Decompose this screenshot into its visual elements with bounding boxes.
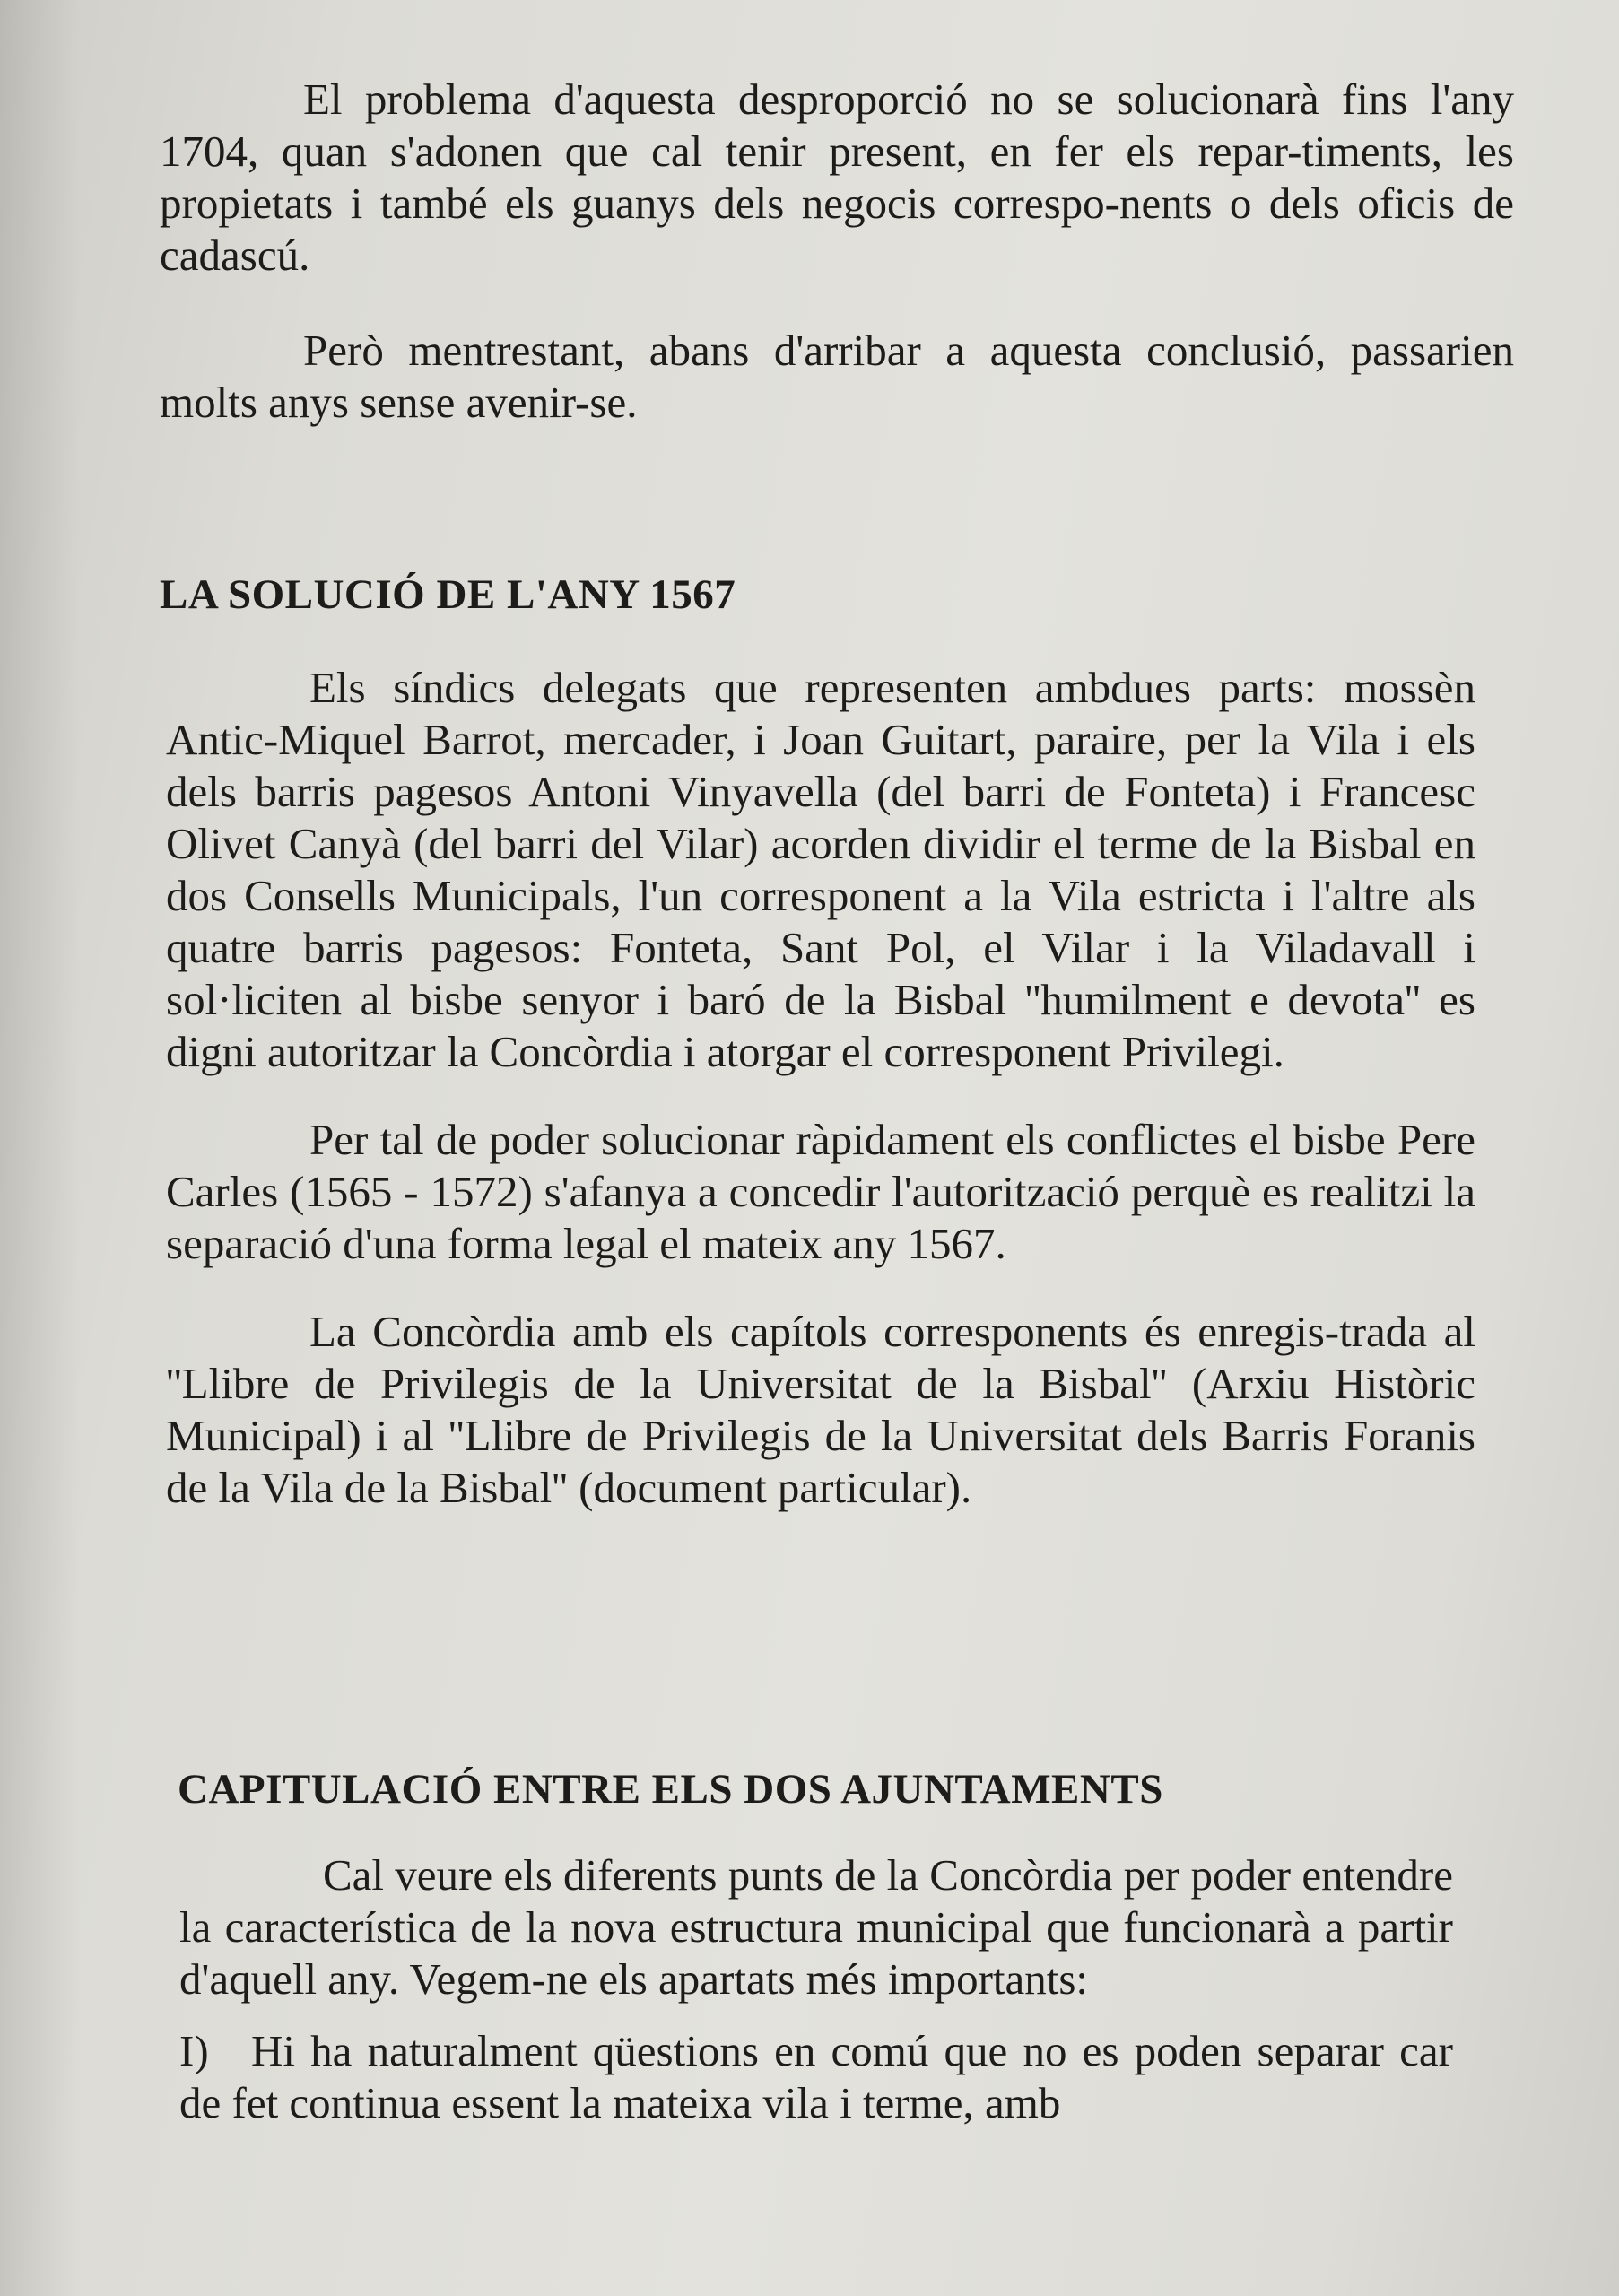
section1-text [166, 662, 1475, 1514]
paragraph: La Concòrdia amb els capítols corresponents és enregis-trada al ''Llibre de Privilegis de la Universitat de la Bisbal'' (Arxiu Històric Municipal) i al ''Llibre de Privilegis de la Universitat dels Barris Foranis de la Vila de la Bisbal'' (document particular). [166, 1307, 1475, 1512]
list-item-text: Hi ha naturalment qüestions en comú que no es poden separar car de fet continua essent la mateixa vila i terme, amb [179, 2026, 1453, 2127]
paragraph: El problema d'aquesta desproporció no se solucionarà fins l'any 1704, quan s'adonen que cal tenir present, en fer els repar-timents, les propietats i també els guanys dels negocis correspo-nents o dels oficis de cadascú. [160, 74, 1514, 280]
intro-text [160, 74, 1514, 429]
paragraph: Per tal de poder solucionar ràpidament els conflictes el bisbe Pere Carles (1565 - 1572) s'afanya a concedir l'autorització perquè es realitzi la separació d'una forma legal el mateix any 1567. [166, 1115, 1475, 1268]
section-heading: LA SOLUCIÓ DE L'ANY 1567 [160, 571, 736, 618]
paragraph: Els síndics delegats que representen ambdues parts: mossèn Antic-Miquel Barrot, mercader, i Joan Guitart, paraire, per la Vila i els dels barris pagesos Antoni Vinyavella (del barri de Fonteta) i Francesc Olivet Canyà (del barri del Vilar) acorden dividir el terme de la Bisbal en dos Consells Municipals, l'un corresponent a la Vila estricta i l'altre als quatre barris pagesos: Fonteta, Sant Pol, el Vilar i la Viladavall i sol·liciten al bisbe senyor i baró de la Bisbal ''humilment e devota'' es digni autoritzar la Concòrdia i atorgar el corresponent Privilegi. [166, 663, 1475, 1076]
paragraph: Però mentrestant, abans d'arribar a aquesta conclusió, passarien molts anys sense avenir-se. [160, 326, 1514, 427]
list-item [179, 2025, 1453, 2129]
paragraph: Cal veure els diferents punts de la Concòrdia per poder entendre la característica de la nova estructura municipal que funcionarà a partir d'aquell any. Vegem-ne els apartats més importants: [179, 1850, 1453, 2004]
section2-text [179, 1849, 1453, 2129]
page-gutter-shadow [0, 0, 81, 2296]
list-marker: I) [179, 2026, 209, 2075]
section-heading: CAPITULACIÓ ENTRE ELS DOS AJUNTAMENTS [178, 1766, 1163, 1813]
